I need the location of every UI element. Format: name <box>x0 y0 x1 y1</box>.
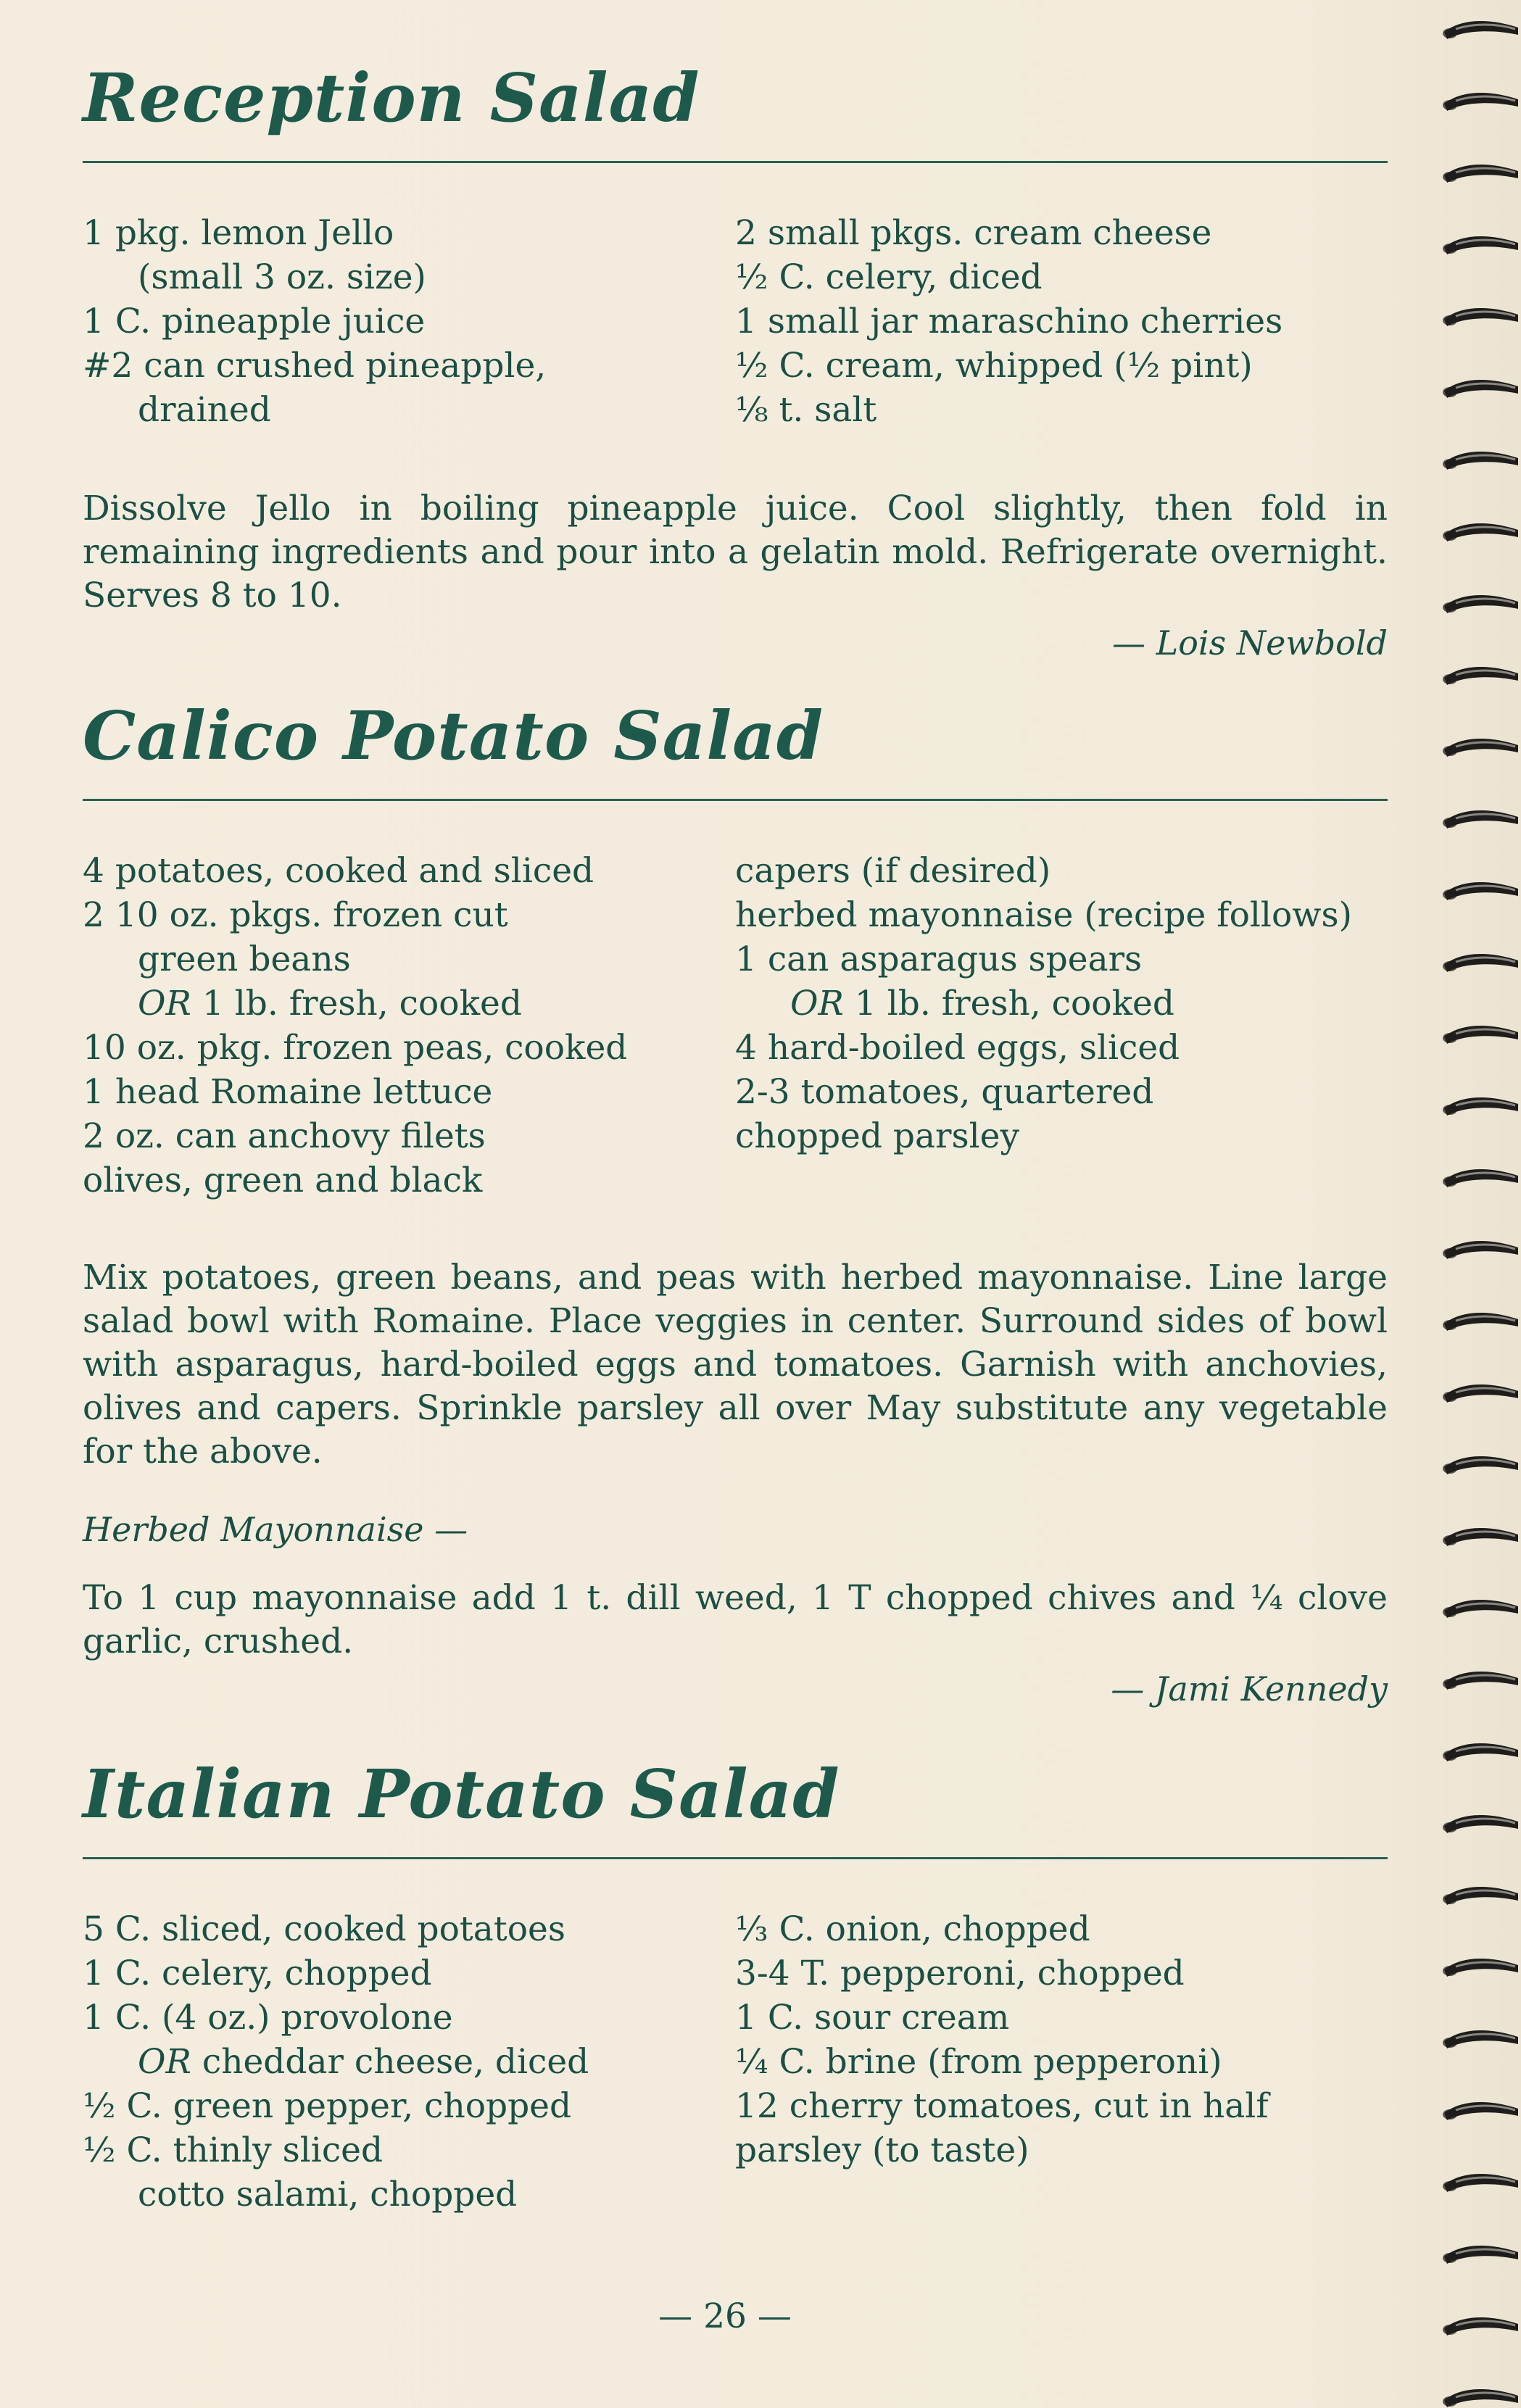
binding-coil <box>1443 2389 1518 2407</box>
ingredient-item: 1 pkg. lemon Jello <box>83 213 394 253</box>
ingredient-item: capers (if desired) <box>735 851 1051 891</box>
page-number: — 26 — <box>658 2296 792 2336</box>
binding-coil <box>1443 1313 1518 1331</box>
binding-coil <box>1443 1743 1518 1761</box>
ingredient-item: 3-4 T. pepperoni, chopped <box>735 1954 1185 1993</box>
spiral-binding <box>1434 0 1521 2408</box>
ingredient-item: 1 lb. fresh, cooked <box>202 984 522 1024</box>
recipe-italian-potato-salad <box>83 1754 1388 2217</box>
binding-coil <box>1443 1600 1518 1618</box>
ingredient-item: 4 potatoes, cooked and sliced <box>83 851 594 891</box>
title-divider <box>83 1857 1388 1859</box>
ingredient-alternative <box>83 981 735 1026</box>
binding-coil <box>1443 2246 1518 2264</box>
ingredient-item: parsley (to taste) <box>735 2130 1029 2170</box>
binding-coil <box>1443 2174 1518 2192</box>
sub-recipe-directions: To 1 cup mayonnaise add 1 t. dill weed, 1 T chopped chives and ¼ clove garlic, crushed. <box>83 1578 1388 1661</box>
binding-coil <box>1443 21 1518 39</box>
ingredient-item: 5 C. sliced, cooked potatoes <box>83 1909 565 1949</box>
binding-coil <box>1443 1026 1518 1044</box>
binding-coil <box>1443 1887 1518 1905</box>
binding-coil <box>1443 1672 1518 1690</box>
recipe-calico-potato-salad <box>83 696 1388 1754</box>
binding-coil <box>1443 1241 1518 1259</box>
ingredient-item: ⅛ t. salt <box>735 390 877 430</box>
binding-coil <box>1443 523 1518 541</box>
binding-coil <box>1443 1384 1518 1403</box>
ingredient-item: 2 10 oz. pkgs. frozen cut <box>83 895 508 935</box>
ingredient-item: ¼ C. brine (from pepperoni) <box>735 2042 1222 2082</box>
binding-coil <box>1443 667 1518 685</box>
binding-coil <box>1443 739 1518 757</box>
title-divider <box>83 161 1388 163</box>
ingredient-list <box>83 211 1388 432</box>
ingredient-item: 1 small jar maraschino cherries <box>735 302 1283 341</box>
ingredient-list <box>83 849 1388 1203</box>
recipe-title: Reception Salad <box>83 59 700 137</box>
title-divider <box>83 799 1388 801</box>
ingredient-item: ⅓ C. onion, chopped <box>735 1909 1090 1949</box>
spiral-coils <box>1443 21 1518 2407</box>
binding-coil <box>1443 1959 1518 1977</box>
binding-coil <box>1443 882 1518 900</box>
ingredient-item: 2 small pkgs. cream cheese <box>735 213 1212 253</box>
ingredient-item: olives, green and black <box>83 1161 483 1200</box>
ingredient-item: 1 C. celery, chopped <box>83 1954 432 1993</box>
binding-coil <box>1443 380 1518 398</box>
binding-coil <box>1443 236 1518 254</box>
recipe-title: Italian Potato Salad <box>83 1755 840 1833</box>
ingredient-item: ½ C. cream, whipped (½ pint) <box>735 346 1253 386</box>
binding-coil <box>1443 1169 1518 1187</box>
ingredient-item: 12 cherry tomatoes, cut in half <box>735 2086 1269 2126</box>
page-content <box>83 58 1388 2217</box>
binding-coil <box>1443 308 1518 326</box>
ingredient-item: 1 C. (4 oz.) provolone <box>83 1998 453 2038</box>
recipe-directions: Mix potatoes, green beans, and peas with herbed mayonnaise. Line large salad bowl with Romaine. Place veggies in center. Surround sides of bowl with asparagus, hard-boiled eggs and tomatoes. Garnish with anchovies, olives and capers. Sprinkle parsley all over May substitute any vegetable for the above. <box>83 1258 1388 1471</box>
ingredient-item: (small 3 oz. size) <box>138 257 426 297</box>
ingredient-item: 1 can asparagus spears <box>735 939 1143 979</box>
ingredient-item: cotto salami, chopped <box>138 2175 518 2214</box>
ingredient-item: 1 C. sour cream <box>735 1998 1010 2038</box>
sub-recipe-label: Herbed Mayonnaise — <box>83 1510 468 1549</box>
ingredient-column-left <box>83 1907 735 2217</box>
binding-coil <box>1443 2102 1518 2120</box>
binding-coil <box>1443 1815 1518 1833</box>
binding-coil <box>1443 1528 1518 1546</box>
ingredient-item: 2-3 tomatoes, quartered <box>735 1072 1154 1112</box>
ingredient-item: ½ C. celery, diced <box>735 257 1043 297</box>
ingredient-column-left <box>83 211 735 432</box>
ingredient-alternative <box>735 981 1388 1026</box>
ingredient-item: chopped parsley <box>735 1116 1019 1156</box>
binding-coil <box>1443 595 1518 613</box>
recipe-credit: — Lois Newbold <box>1112 623 1388 663</box>
ingredient-item: 4 hard-boiled eggs, sliced <box>735 1028 1180 1068</box>
ingredient-item: #2 can crushed pineapple, <box>83 346 547 386</box>
recipe-directions: Dissolve Jello in boiling pineapple juice. Cool slightly, then fold in remaining ingredients and pour into a gelatin mold. Refrigerate overnight. Serves 8 to 10. <box>83 489 1388 615</box>
recipe-credit: — Jami Kennedy <box>1111 1669 1388 1709</box>
ingredient-item: herbed mayonnaise (recipe follows) <box>735 895 1352 935</box>
or-label: OR <box>138 2042 191 2082</box>
ingredient-item: 1 C. pineapple juice <box>83 302 426 341</box>
ingredient-item: ½ C. thinly sliced <box>83 2130 384 2170</box>
recipe-reception-salad <box>83 58 1388 696</box>
ingredient-item: 2 oz. can anchovy filets <box>83 1116 486 1156</box>
ingredient-item: 10 oz. pkg. frozen peas, cooked <box>83 1028 628 1068</box>
ingredient-column-right <box>735 1907 1388 2217</box>
binding-coil <box>1443 810 1518 829</box>
binding-coil <box>1443 165 1518 183</box>
binding-coil <box>1443 93 1518 111</box>
ingredient-item: green beans <box>138 939 351 979</box>
ingredient-item: cheddar cheese, diced <box>202 2042 589 2082</box>
binding-coil <box>1443 452 1518 470</box>
ingredient-item: drained <box>138 390 271 430</box>
ingredient-item: 1 head Romaine lettuce <box>83 1072 493 1112</box>
ingredient-item: 1 lb. fresh, cooked <box>854 984 1174 1024</box>
or-label: OR <box>790 984 844 1024</box>
recipe-title: Calico Potato Salad <box>83 697 824 775</box>
binding-coil <box>1443 2317 1518 2336</box>
binding-coil <box>1443 1456 1518 1474</box>
binding-coil <box>1443 1097 1518 1116</box>
ingredient-column-right <box>735 211 1388 432</box>
ingredient-list <box>83 1907 1388 2217</box>
ingredient-column-left <box>83 849 735 1203</box>
ingredient-alternative <box>83 2040 735 2084</box>
binding-coil <box>1443 954 1518 972</box>
or-label: OR <box>138 984 191 1024</box>
ingredient-item: ½ C. green pepper, chopped <box>83 2086 572 2126</box>
binding-coil <box>1443 2030 1518 2048</box>
ingredient-column-right <box>735 849 1388 1203</box>
